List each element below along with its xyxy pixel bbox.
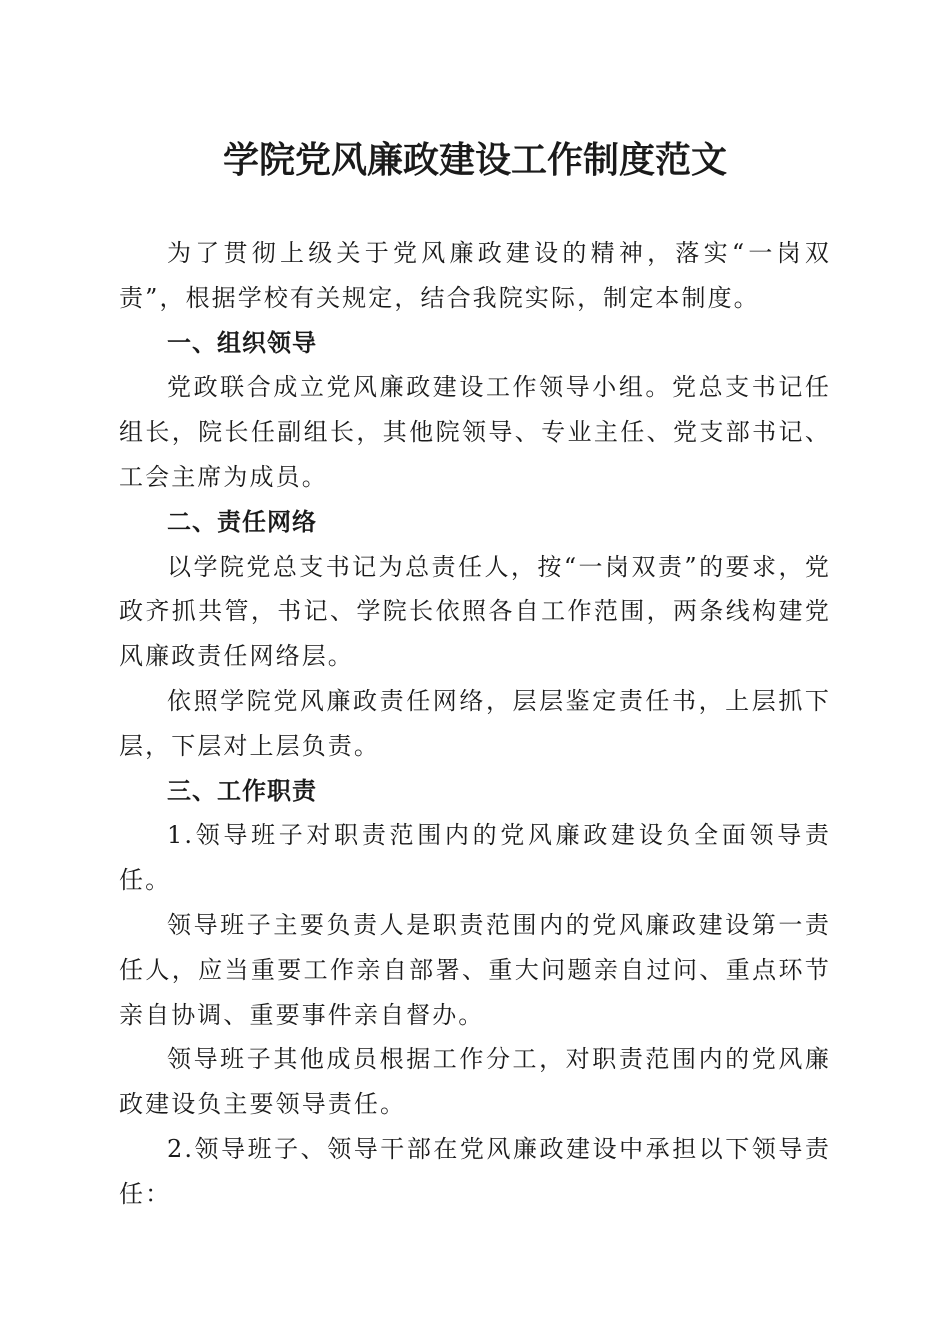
paragraph-organization: 党政联合成立党风廉政建设工作领导小组。党总支书记任组长，院长任副组长，其他院领导、专业主任、党支部书记、工会主席为成员。 — [119, 373, 831, 491]
document-body — [119, 231, 831, 1217]
paragraph-duty-1: 1.领导班子对职责范围内的党风廉政建设负全面领导责任。 — [119, 821, 831, 895]
section-heading-responsibility-network: 二、责任网络 — [167, 507, 317, 536]
paragraph-network-1: 以学院党总支书记为总责任人，按“一岗双责”的要求，党政齐抓共管，书记、学院长依照各自工作范围，两条线构建党风廉政责任网络层。 — [119, 552, 831, 671]
section-heading-organization: 一、组织领导 — [167, 328, 317, 357]
paragraph-duty-1-leader: 领导班子主要负责人是职责范围内的党风廉政建设第一责任人，应当重要工作亲自部署、重大问题亲自过问、重点环节亲自协调、重要事件亲自督办。 — [119, 910, 831, 1029]
paragraph-duty-1-members: 领导班子其他成员根据工作分工，对职责范围内的党风廉政建设负主要领导责任。 — [119, 1045, 831, 1119]
section-heading-duties: 三、工作职责 — [167, 776, 317, 805]
document-title: 学院党风廉政建设工作制度范文 — [222, 139, 727, 181]
paragraph-intro: 为了贯彻上级关于党风廉政建设的精神，落实“一岗双责”，根据学校有关规定，结合我院实际，制定本制度。 — [119, 239, 831, 312]
paragraph-network-2: 依照学院党风廉政责任网络，层层鉴定责任书，上层抓下层，下层对上层负责。 — [119, 686, 831, 760]
paragraph-duty-2: 2.领导班子、领导干部在党风廉政建设中承担以下领导责任： — [119, 1134, 831, 1208]
